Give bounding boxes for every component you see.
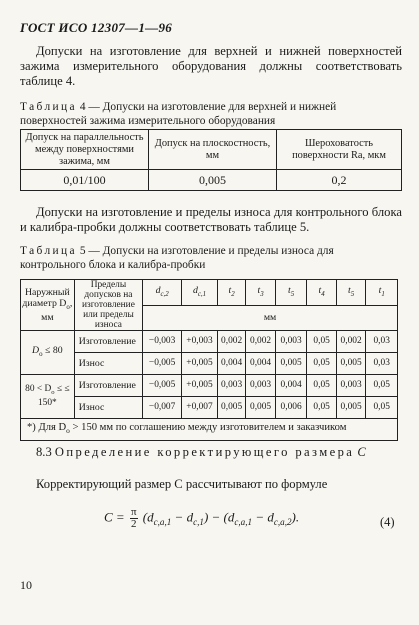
table5-cell: 0,003 [246,375,275,397]
table5-col-t4: $t_4$ [307,280,336,306]
table5-cell: 0,03 [366,331,398,353]
table5-cell: 0,002 [217,331,245,353]
table5-caption: Таблица 5 — Допуски на изготовление и пределы износа для контрольного блока и калибра-пробки [20,245,334,271]
intro-paragraph: Допуски на изготовление для верхней и нижней поверхностей зажима измерительного оборудования должны соответствовать таблице 4. [20,44,402,88]
table5-cell: 0,05 [307,397,336,419]
document-header: ГОСТ ИСО 12307—1—96 [20,20,173,35]
table5-cell: 0,002 [246,331,275,353]
table5-cell: +0,003 [182,331,218,353]
table5-col-t3: $t_3$ [246,280,275,306]
page-number: 10 [20,578,32,592]
mid-paragraph: Допуски на изготовление и пределы износа для контрольного блока и калибра-пробки должны соответствовать таблице 5. [20,205,402,234]
table5-cell: 0,03 [366,353,398,375]
table5-cell: 0,05 [366,397,398,419]
table4-header-roughness: Шероховатость поверхности Ra, мкм [277,130,402,170]
table4-caption: Таблица 4 — Допуски на изготовление для верхней и нижней поверхностей зажима измерительного оборудования [20,101,337,127]
table5-cell: +0,005 [182,353,218,375]
table5 [20,279,398,441]
table5-cell: 0,004 [217,353,245,375]
table5-row-label: Изготовление [74,375,142,397]
table5-range-1: $D_о \le 80$ [21,331,75,375]
section-heading: 8.3 Определение корректирующего размера C [36,445,366,459]
table5-cell: −0,005 [143,375,182,397]
table5-col-t1: $t_1$ [366,280,398,306]
table5-cell: −0,003 [143,331,182,353]
table5-cell: −0,005 [143,353,182,375]
formula: C = $\frac{\pi}{2}$ $(d_{c,a,1} - d_{c,1}) - (d_{c,a,1} - d_{c,a,2})$. [104,506,300,530]
table5-cell: 0,005 [336,353,365,375]
table5-cell: 0,05 [307,331,336,353]
table5-col-t5b: $t_5$ [336,280,365,306]
table5-col-dc2: $d_{c,2}$ [143,280,182,306]
table5-col-dc1: $d_{c,1}$ [182,280,218,306]
table4-value-parallelism: 0,01/100 [21,170,149,191]
table5-cell: +0,007 [182,397,218,419]
table5-range-2: $80 < D_о$ ≤ ≤ 150* [21,375,75,419]
table5-cell: −0,007 [143,397,182,419]
table5-cell: 0,003 [275,331,307,353]
table5-cell: 0,003 [336,375,365,397]
table5-cell: 0,006 [275,397,307,419]
table5-col-t5a: $t_5$ [275,280,307,306]
table5-row-label: Изготовление [74,331,142,353]
table4-header-parallelism: Допуск на параллельность между поверхностями зажима, мм [21,130,149,170]
table5-cell: 0,005 [336,397,365,419]
table5-cell: 0,004 [246,353,275,375]
table5-cell: 0,004 [275,375,307,397]
table4-header-flatness: Допуск на плоскостность, мм [149,130,277,170]
table5-col-t2: $t_2$ [217,280,245,306]
table5-cell: 0,005 [246,397,275,419]
table5-cell: +0,005 [182,375,218,397]
table5-header-diameter: Наружный диаметр $D_о$, мм [21,280,75,331]
table5-cell: 0,05 [307,375,336,397]
section-text: Корректирующий размер C рассчитывают по формуле [36,477,328,491]
table4-value-roughness: 0,2 [277,170,402,191]
formula-number: (4) [380,515,395,529]
table4-value-flatness: 0,005 [149,170,277,191]
table5-footnote: *) Для $D_о > 150$ мм по соглашению между изготовителем и заказчиком [21,419,398,441]
table5-cell: 0,05 [307,353,336,375]
table5-row-label: Износ [74,353,142,375]
table5-cell: 0,05 [366,375,398,397]
table4 [20,129,402,191]
table5-cell: 0,005 [217,397,245,419]
table5-header-limits: Пределы допусков на изготовление или пределы износа [74,280,142,331]
table5-unit: мм [143,305,398,331]
table5-row-label: Износ [74,397,142,419]
table5-cell: 0,002 [336,331,365,353]
table5-cell: 0,005 [275,353,307,375]
table5-cell: 0,003 [217,375,245,397]
formula-fraction: $\frac{\pi}{2}$ [130,506,137,530]
